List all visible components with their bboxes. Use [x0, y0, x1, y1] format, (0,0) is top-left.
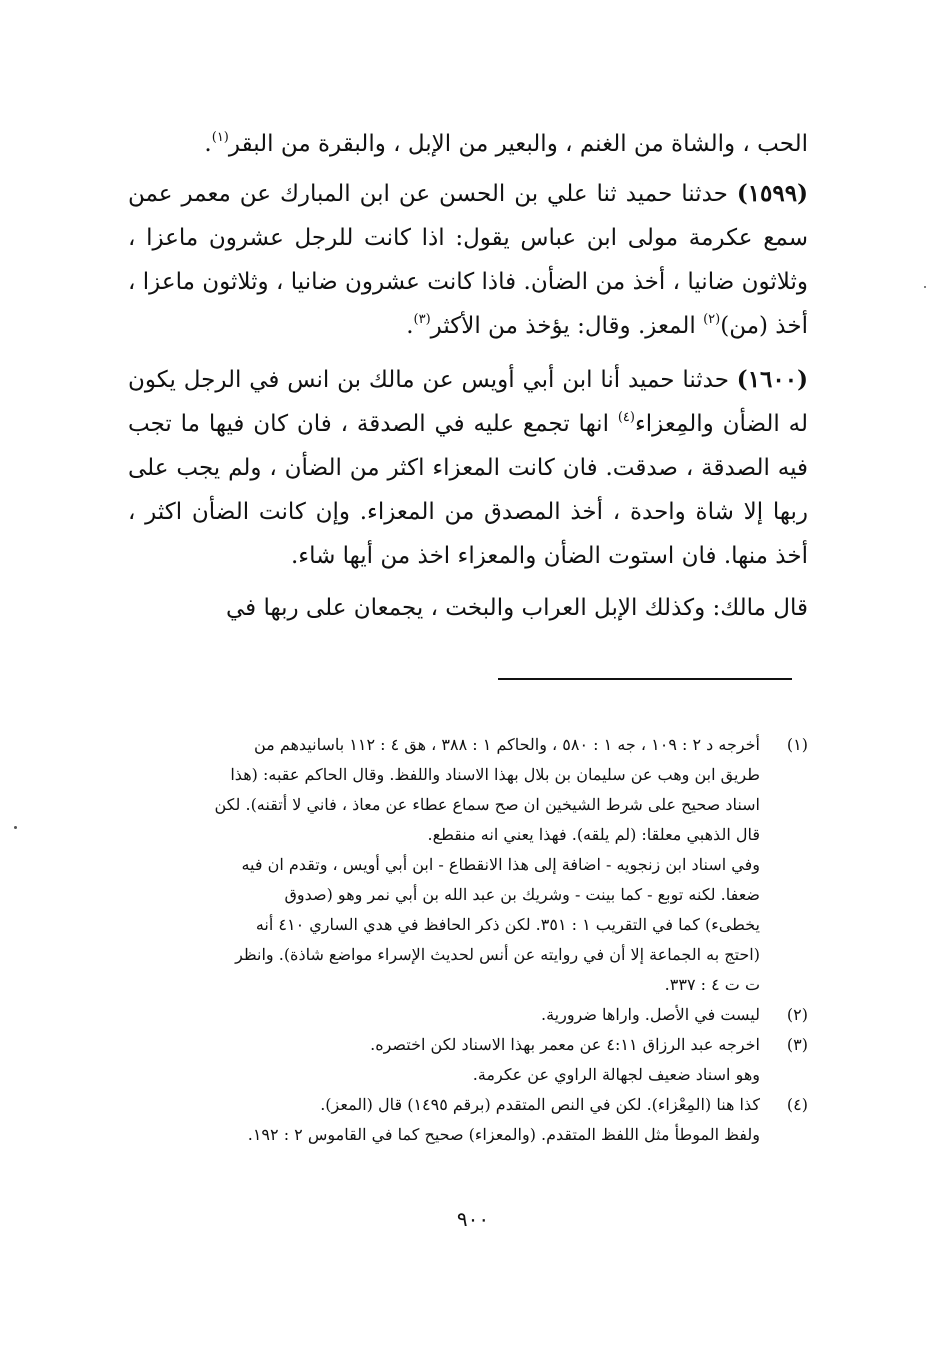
paragraph-text: قال مالك: وكذلك الإبل العراب والبخت ، يجمعان على ربها في — [226, 595, 808, 621]
footnote-line: وهو اسناد ضعيف لجهالة الراوي عن عكرمة. — [472, 1065, 760, 1084]
footnote-ref-2[interactable]: (٢) — [703, 312, 721, 327]
hadith-number: (١٥٩٩) — [736, 180, 809, 207]
footnote-line: يخطىء) كما في التقريب ١ : ٣٥١. لكن ذكر الحافظ في هدي الساري ٤١٠ أنه — [255, 915, 760, 934]
footnote-number: (٣) — [786, 1035, 808, 1054]
footnote-body — [128, 730, 760, 1000]
footnote-line: ضعفا. لكنه توبع - كما بينت - وشريك بن عبد الله بن أبي نمر وهو (صدوق — [284, 885, 760, 904]
footnote-body — [128, 1030, 760, 1090]
paragraph-1: الحب ، والشاة من الغنم ، والبعير من الإبل ، والبقرة من البقر$^{(١)}$. — [204, 130, 808, 157]
footnote-number: (٤) — [786, 1095, 808, 1114]
scan-speck — [924, 286, 926, 288]
footnote-1 — [128, 730, 808, 1000]
main-text — [128, 122, 808, 166]
paragraph-hadith-1600 — [128, 358, 808, 578]
footnote-body — [128, 1090, 760, 1150]
footnote-ref-4[interactable]: (٤) — [617, 410, 635, 425]
footnote-4 — [128, 1090, 808, 1150]
footnote-line: طريق ابن وهب عن سليمان بن بلال بهذا الاسناد واللفظ. وقال الحاكم عقبه: (هذا — [230, 765, 760, 784]
hadith-text: حدثنا حميد ثنا علي بن الحسن عن ابن المبارك عن معمر عمن سمع عكرمة مولى ابن عباس يقول: اذا كانت للرجل عشرون ماعزا ، وثلاثون ضانيا ، أخذ من الضأن. فاذا كانت عشرون ضانيا ، وثلاثون ماعزا ، أخذ (من) — [128, 181, 808, 339]
footnote-3 — [128, 1030, 808, 1090]
footnote-2 — [128, 1000, 808, 1030]
footnote-line: (احتج به الجماعة إلا أن في روايته عن أنس لحديث الإسراء مواضع شاذة). وانظر — [235, 945, 760, 964]
hadith-text: حدثنا حميد أنا ابن أبي أويس عن مالك بن انس في الرجل يكون له الضأن والمِعزاء — [128, 367, 809, 437]
footnote-line: قال الذهبي معلقا: (لم يلقه). فهذا يعني انه منقطع. — [427, 825, 760, 844]
footnote-ref-1[interactable]: (١) — [211, 130, 229, 145]
footnote-line: وفي اسناد ابن زنجويه - اضافة إلى هذا الانقطاع - ابن أبي أويس ، وتقدم ان فيه — [241, 855, 760, 874]
footnote-line: اخرجه عبد الرزاق ٤:١١ عن معمر بهذا الاسناد لكن اختصره. — [370, 1035, 760, 1054]
footnote-number: (٢) — [786, 1005, 808, 1024]
hadith-text-cont: انها تجمع عليه في الصدقة ، فان كان فيها ما تجب فيه الصدقة ، صدقت. فان كانت المعزاء اكثر من الضأن ، ولم يجب على ربها إلا شاة واحدة ، أخذ المصدق من المعزاء. وإن كانت الضأن اكثر ، أخذ منها. فان استوت الضأن والمعزاء اخذ من أيها شاء. — [128, 411, 808, 569]
footnote-line: ليست في الأصل. واراها ضرورية. — [540, 1005, 760, 1024]
main-text-3 — [128, 358, 808, 578]
footnote-line: أخرجه د ٢ : ١٠٩ ، جه ١ : ٥٨٠ ، والحاكم ١ : ٣٨٨ ، هق ٤ : ١١٢ باسانيدهم من — [253, 735, 760, 754]
footnotes — [128, 730, 808, 1150]
footnote-line: ولفظ الموطأ مثل اللفظ المتقدم. (والمعزاء) صحيح كما في القاموس ٢ : ١٩٢. — [247, 1125, 760, 1144]
footnote-line: كذا هنا (المِعْزاء). لكن في النص المتقدم (برقم ١٤٩٥) قال (المعز). — [320, 1095, 760, 1114]
paragraph-malik — [128, 586, 808, 630]
footnote-separator — [498, 678, 792, 680]
scan-speck — [14, 826, 17, 829]
footnote-number: (١) — [786, 735, 808, 754]
footnote-ref-3[interactable]: (٣) — [413, 312, 431, 327]
paragraph-hadith-1599: (١٥٩٩) حدثنا حميد ثنا علي بن الحسن عن ابن المبارك عن معمر عمن سمع عكرمة مولى ابن عباس يقول: اذا كانت للرجل عشرون ماعزا ، وثلاثون ضانيا ، أخذ من الضأن. فاذا كانت عشرون ضانيا ، وثلاثون ماعزا ، أخذ (من)$^{(٢)}$ المعز. وقال: يؤخذ من الأكثر$^{(٣)}$. — [128, 180, 809, 339]
hadith-text-cont: المعز. وقال: يؤخذ من الأكثر — [430, 313, 696, 339]
main-text-2 — [128, 172, 808, 348]
footnote-line: ت ت ٤ : ٣٣٧. — [664, 975, 760, 994]
main-text-4 — [128, 586, 808, 630]
footnote-body — [128, 1000, 760, 1030]
page-number: ٩٠٠ — [456, 1207, 490, 1231]
paragraph-1-text: الحب ، والشاة من الغنم ، والبعير من الإبل ، والبقرة من البقر — [228, 131, 808, 157]
hadith-number: (١٦٠٠) — [736, 366, 808, 393]
footnote-line: اسناد صحيح على شرط الشيخين ان صح سماع عطاء عن معاذ ، فاني لا أتقنه). لكن — [214, 795, 760, 814]
